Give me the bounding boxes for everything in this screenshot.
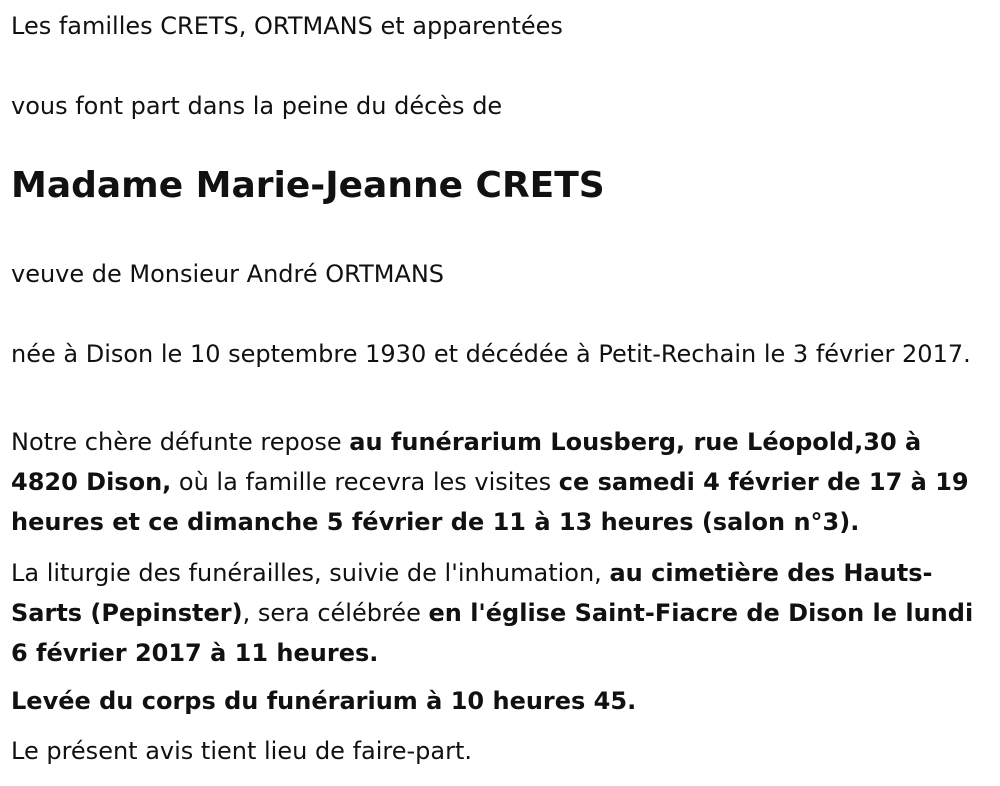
announce-line: vous font part dans la peine du décès de: [11, 92, 503, 120]
liturgy-text-1: La liturgie des funérailles, suivie de l'inhumation,: [11, 559, 610, 587]
viewing-location: au funérarium Lousberg, rue Léopold,30 à 4820 Dison,: [11, 428, 922, 496]
levee-line: [11, 681, 988, 721]
deceased-name: Madame Marie-Jeanne CRETS: [11, 165, 605, 206]
closing-line: Le présent avis tient lieu de faire-part.: [11, 737, 473, 765]
liturgy-paragraph: [11, 553, 988, 673]
intro-line: Les familles CRETS, ORTMANS et apparentées: [11, 12, 563, 40]
viewing-times: ce samedi 4 février de 17 à 19 heures et ce dimanche 5 février de 11 à 13 heures (salon n°3).: [11, 468, 969, 536]
widow-line: veuve de Monsieur André ORTMANS: [11, 260, 445, 288]
church-time: en l'église Saint-Fiacre de Dison le lundi 6 février 2017 à 11 heures.: [11, 599, 974, 667]
viewing-text-1: Notre chère défunte repose: [11, 428, 350, 456]
viewing-text-2: où la famille recevra les visites: [171, 468, 559, 496]
levee-text: Levée du corps du funérarium à 10 heures 45.: [11, 687, 637, 715]
cemetery: au cimetière des Hauts-Sarts (Pepinster): [11, 559, 933, 627]
birth-death-line: née à Dison le 10 septembre 1930 et décédée à Petit-Rechain le 3 février 2017.: [11, 340, 971, 368]
liturgy-text-2: , sera célébrée: [242, 599, 429, 627]
viewing-paragraph: [11, 422, 988, 542]
